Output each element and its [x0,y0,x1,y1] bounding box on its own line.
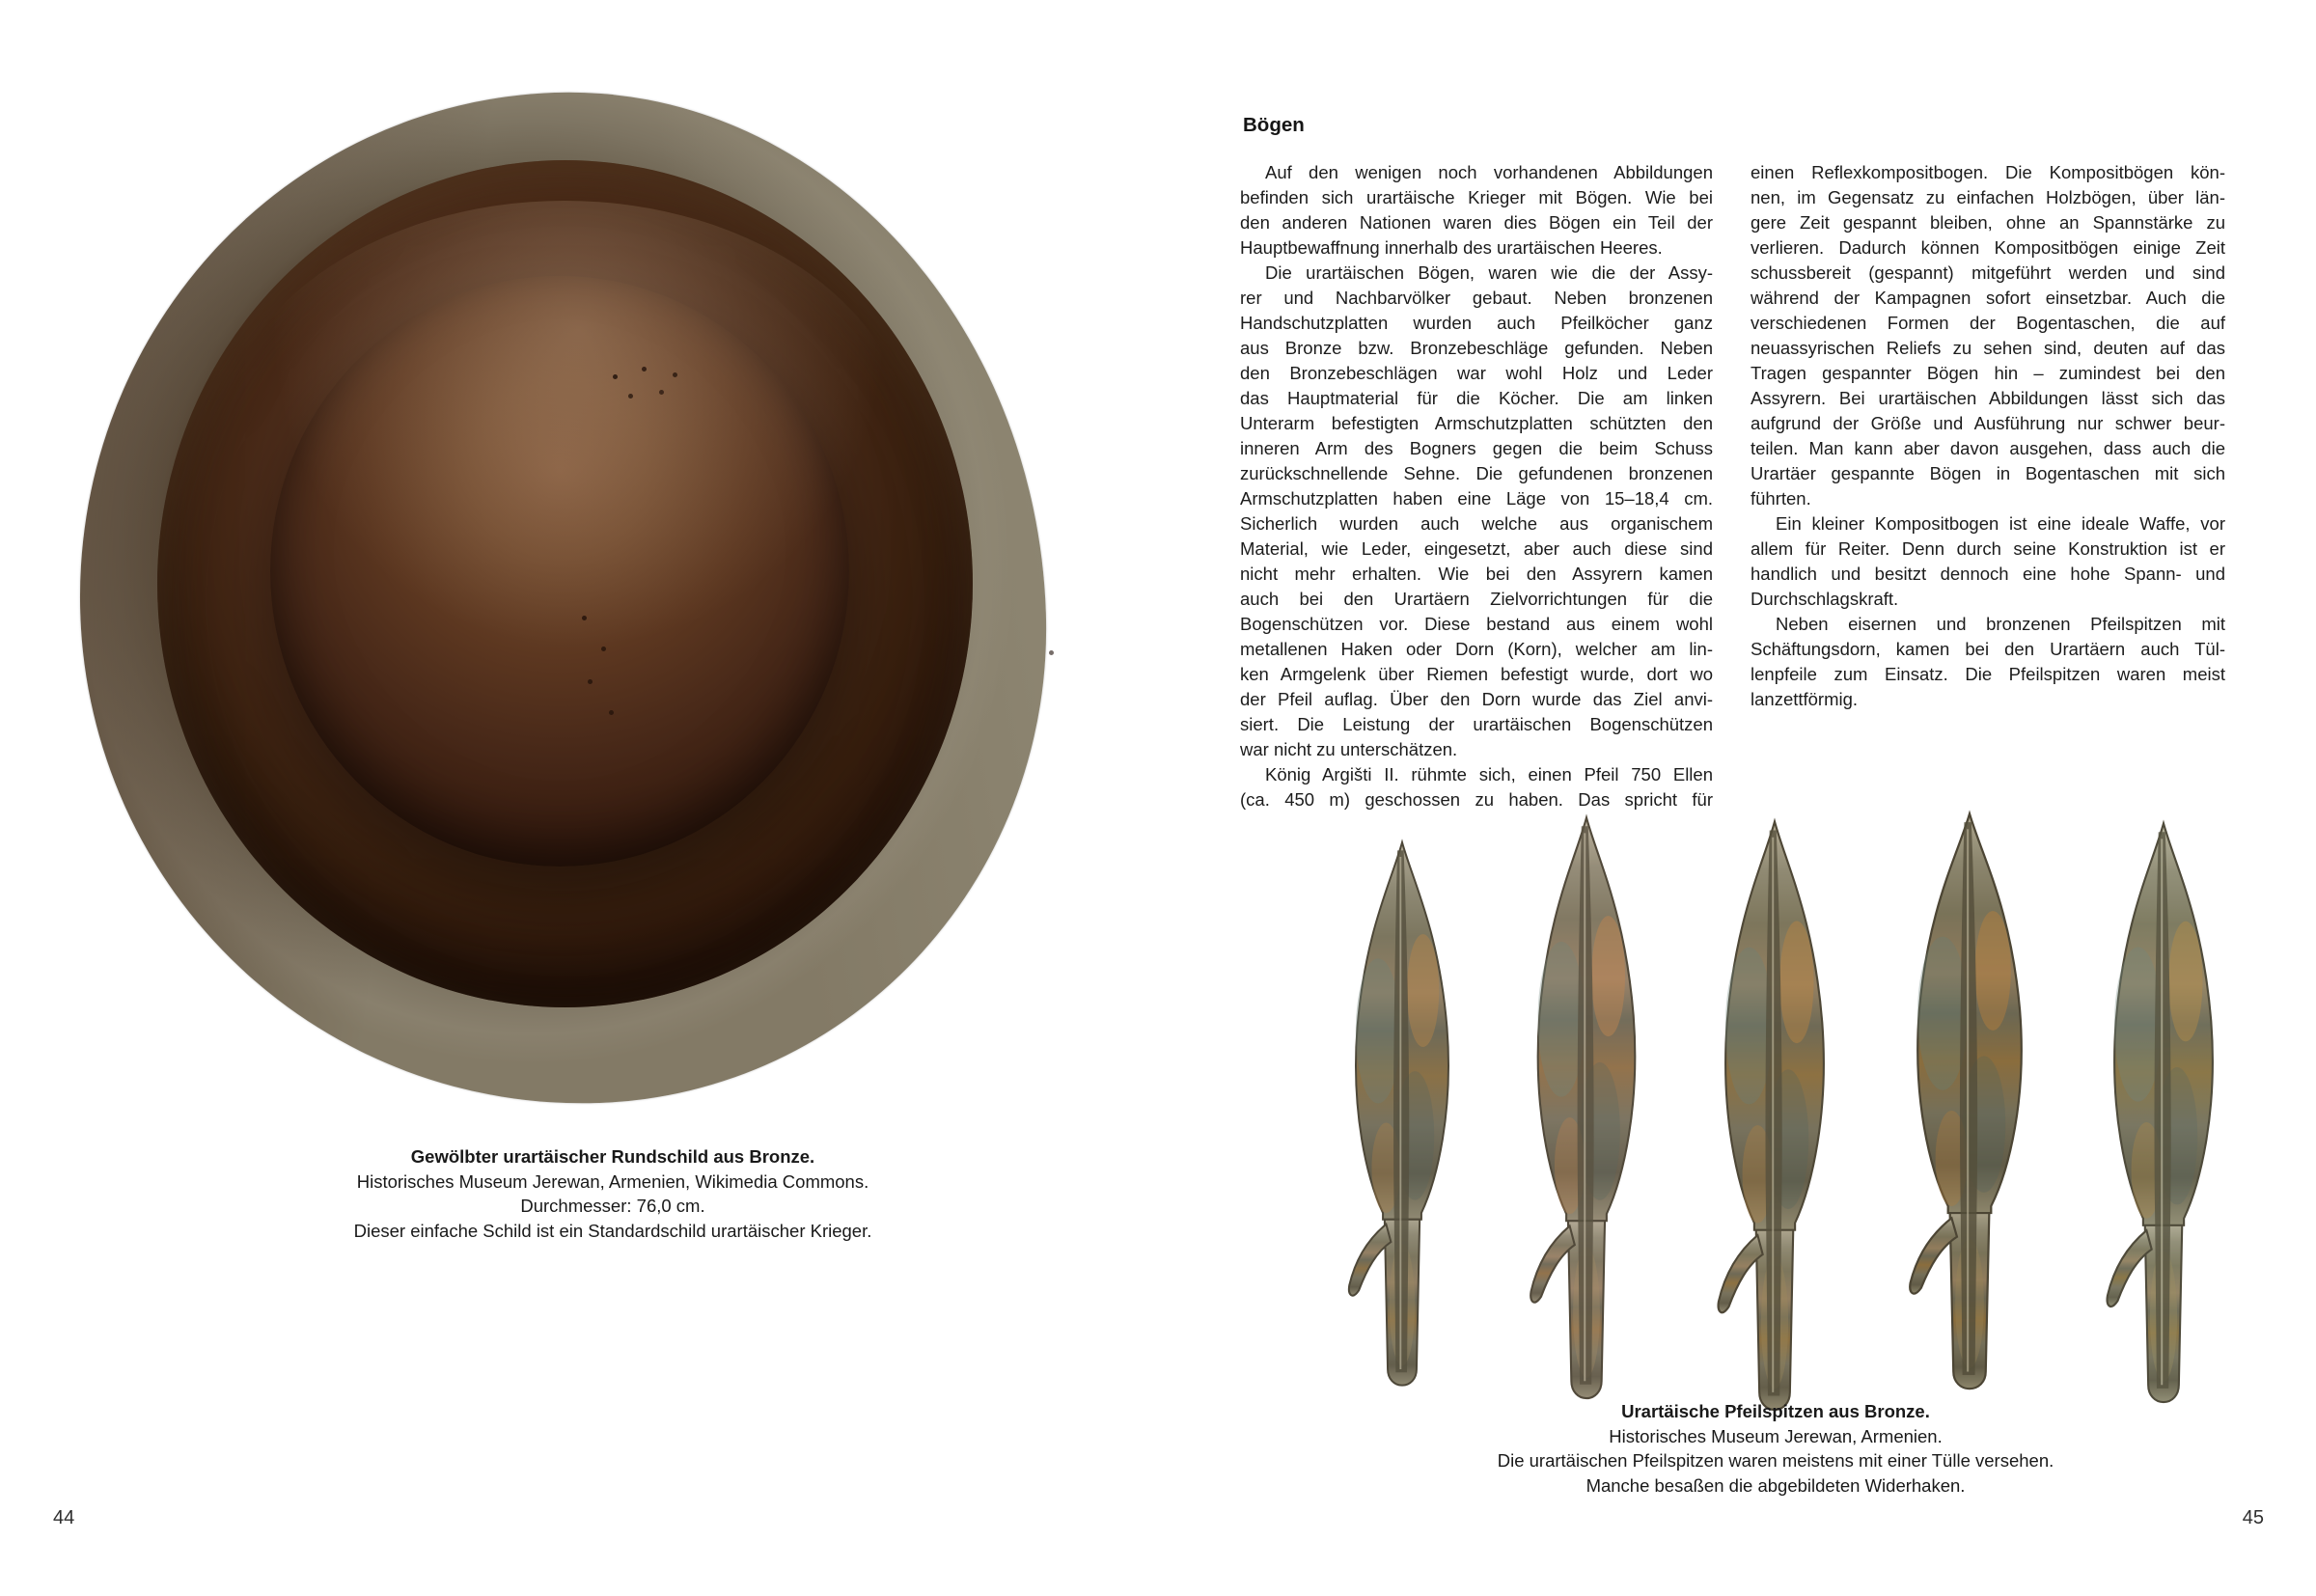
text-line: Assyrern. Bei urartäischen Abbildungen lässt sich das [1751,388,2225,408]
text-line: einen Reflexkompositbogen. Die Kompositbögen kön- [1751,162,2225,182]
text-line: Tragen gespannter Bögen hin – zumindest bei den [1751,363,2225,383]
caption-line: Historisches Museum Jerewan, Armenien, Wikimedia Commons. [356,1170,869,1192]
arrowhead-drawing [1690,816,1860,1418]
text-line: den anderen Nationen waren dies Bögen ein Teil der [1240,212,1713,233]
text-line: Bogenschützen vor. Diese bestand aus einem wohl [1240,614,1713,634]
section-heading: Bögen [1243,114,1305,136]
arrowhead [1690,807,1860,1418]
caption-line: Historisches Museum Jerewan, Armenien. [1609,1425,1943,1446]
text-line: lenpfeile zum Einsatz. Die Pfeilspitzen waren meist [1751,664,2225,684]
arrowhead [1880,807,2059,1397]
text-line: neuassyrischen Reliefs zu sehen sind, deuten auf das [1751,338,2225,358]
arrowhead [2079,807,2248,1411]
page-number-right: 45 [2242,1507,2264,1528]
text-line: Armschutzplatten haben eine Läge von 15–18,4 cm. [1240,488,1713,509]
text-line: den Bronzebeschlägen war wohl Holz und Leder [1240,363,1713,383]
text-line: während der Kampagnen sofort einsetzbar. Auch die [1751,288,2225,308]
text-line: ken Armgelenk über Riemen befestigt wurde, dort wo [1240,664,1713,684]
text-line: das Hauptmaterial für die Köcher. Die am linken [1240,388,1713,408]
caption-line: Manche besaßen die abgebildeten Widerhaken. [1585,1474,1966,1496]
text-column-2 [1751,160,2225,712]
shield-caption [101,1144,1124,1243]
text-line: (ca. 450 m) geschossen zu haben. Das spricht für [1240,789,1713,810]
text-line: siert. Die Leistung der urartäischen Bogenschützen [1240,714,1713,734]
caption-line: Gewölbter urartäischer Rundschild aus Bronze. [410,1146,815,1167]
text-line: führten. [1751,488,1811,509]
arrowhead [1322,807,1482,1393]
text-line: metallenen Haken oder Dorn (Korn), welcher am lin- [1240,639,1713,659]
text-line: Die urartäischen Bögen, waren wie die der Assy- [1265,262,1713,283]
text-line: Auf den wenigen noch vorhandenen Abbildungen [1265,162,1713,182]
text-line: Material, wie Leder, eingesetzt, aber auch diese sind [1240,538,1713,559]
text-line: aufgrund der Größe und Ausführung nur schwer beur- [1751,413,2225,433]
arrowhead-drawing [2079,818,2248,1411]
text-line: Handschutzplatten wurden auch Pfeilköcher ganz [1240,313,1713,333]
text-line: Unterarm befestigten Armschutzplatten schützten den [1240,413,1713,433]
text-line: Sicherlich wurden auch welche aus organischem [1240,513,1713,534]
arrowhead-drawing [1503,812,1670,1407]
text-line: Hauptbewaffnung innerhalb des urartäischen Heeres. [1240,237,1663,258]
arrowhead-drawing [1880,809,2059,1397]
text-line: verschiedenen Formen der Bogentaschen, die auf [1751,313,2225,333]
caption-line: Urartäische Pfeilspitzen aus Bronze. [1621,1401,1930,1421]
text-line: rer und Nachbarvölker gebaut. Neben bronzenen [1240,288,1713,308]
text-line: schussbereit (gespannt) mitgeführt werden und sind [1751,262,2225,283]
caption-line: Die urartäischen Pfeilspitzen waren meistens mit einer Tülle versehen. [1497,1450,2054,1471]
arrowheads-photo [1322,807,2248,1424]
page-number-left: 44 [53,1507,75,1528]
arrowhead-drawing [1322,838,1482,1393]
text-line: Urartäer gespannte Bögen in Bogentaschen mit sich [1751,463,2225,483]
text-line: der Pfeil auflag. Über den Dorn wurde das Ziel anvi- [1240,689,1713,709]
shield-photo [72,85,1057,1115]
text-line: teilen. Man kann aber davon ausgehen, dass auch die [1751,438,2225,458]
text-line: Schäftungsdorn, kamen bei den Urartäern auch Tül- [1751,639,2225,659]
text-line: nen, im Gegensatz zu einfachen Holzbögen, über län- [1751,187,2225,207]
text-line: zurückschnellende Sehne. Die gefundenen bronzenen [1240,463,1713,483]
text-line: nicht mehr erhalten. Wie bei den Assyrern kamen [1240,564,1713,584]
text-line: allem für Reiter. Denn durch seine Konstruktion ist er [1751,538,2225,559]
arrowheads-caption [1327,1399,2224,1498]
text-line: lanzettförmig. [1751,689,1859,709]
text-line: handlich und besitzt dennoch eine hohe Spann- und [1751,564,2225,584]
text-line: Durchschlagskraft. [1751,589,1899,609]
text-line: Neben eisernen und bronzenen Pfeilspitzen mit [1776,614,2225,634]
text-line: König Argišti II. rühmte sich, einen Pfeil 750 Ellen [1265,764,1713,784]
text-line: verlieren. Dadurch können Kompositbögen einige Zeit [1751,237,2225,258]
text-line: befinden sich urartäische Krieger mit Bögen. Wie bei [1240,187,1713,207]
text-line: auch bei den Urartäern Zielvorrichtungen für die [1240,589,1713,609]
text-line: inneren Arm des Bogners gegen die beim Schuss [1240,438,1713,458]
text-column-1 [1240,160,1713,812]
text-line: Ein kleiner Kompositbogen ist eine ideale Waffe, vor [1776,513,2225,534]
shield-highlight [217,201,912,702]
shield-rivets [613,374,618,379]
text-line: gere Zeit gespannt bleiben, ohne an Spannstärke zu [1751,212,2225,233]
caption-line: Dieser einfache Schild ist ein Standardschild urartäischer Krieger. [353,1220,872,1241]
arrowhead [1503,807,1670,1407]
text-line: war nicht zu unterschätzen. [1240,739,1458,759]
text-line: aus Bronze bzw. Bronzebeschläge gefunden. Neben [1240,338,1713,358]
caption-line: Durchmesser: 76,0 cm. [520,1196,705,1216]
